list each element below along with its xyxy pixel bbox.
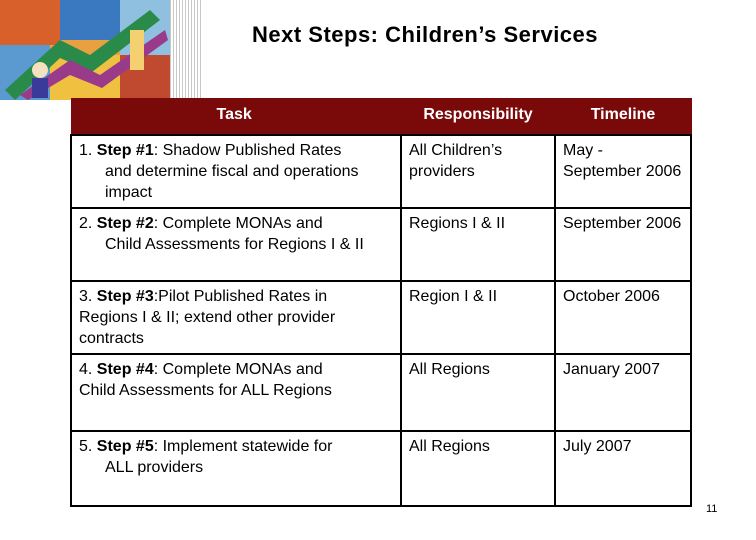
task-cell [71,135,401,208]
task-number: 5. [79,438,97,455]
task-number: 2. [79,215,97,232]
header-responsibility: Responsibility [401,98,555,135]
step-label: Step #2 [96,215,154,232]
step-label: Step #1 [96,142,154,159]
timeline-cell: October 2006 [555,281,691,354]
next-steps-table [70,98,692,507]
task-cell [71,431,401,506]
step-label: Step #4 [96,361,154,378]
task-cell [71,281,401,354]
task-number: 1. [79,142,97,159]
task-text: : Implement statewide for [153,438,333,455]
responsibility-cell: All Regions [401,431,555,506]
task-number: 4. [79,361,97,378]
header-timeline: Timeline [555,98,691,135]
page-number: 11 [706,503,718,515]
task-text-continued: and determine fiscal and operations impact [105,163,359,201]
table-row [71,354,691,431]
task-text: :Pilot Published Rates in [153,288,328,305]
timeline-cell: September 2006 [555,208,691,281]
table-header-row [71,98,691,135]
task-text: : Complete MONAs and [153,361,323,378]
task-text: : Shadow Published Rates [153,142,342,159]
responsibility-cell: Region I & II [401,281,555,354]
slide-title: Next Steps: Children’s Services [251,22,599,47]
responsibility-cell: Regions I & II [401,208,555,281]
timeline-cell: July 2007 [555,431,691,506]
task-text-continued: ALL providers [105,459,204,476]
task-text: : Complete MONAs and [153,215,323,232]
timeline-cell: May - September 2006 [555,135,691,208]
table-row [71,208,691,281]
step-label: Step #5 [96,438,154,455]
task-text-continued: Child Assessments for Regions I & II [105,236,364,253]
responsibility-cell: All Regions [401,354,555,431]
timeline-cell: January 2007 [555,354,691,431]
step-label: Step #3 [96,288,154,305]
table-row [71,431,691,506]
task-cell [71,208,401,281]
task-text-continued: Child Assessments for ALL Regions [79,382,332,399]
table-row [71,281,691,354]
header-task: Task [71,98,401,135]
decorative-stripes [170,0,202,100]
task-text-continued: Regions I & II; extend other provider contracts [79,309,336,347]
task-number: 3. [79,288,97,305]
table-row [71,135,691,208]
task-cell [71,354,401,431]
responsibility-cell: All Children’s providers [401,135,555,208]
